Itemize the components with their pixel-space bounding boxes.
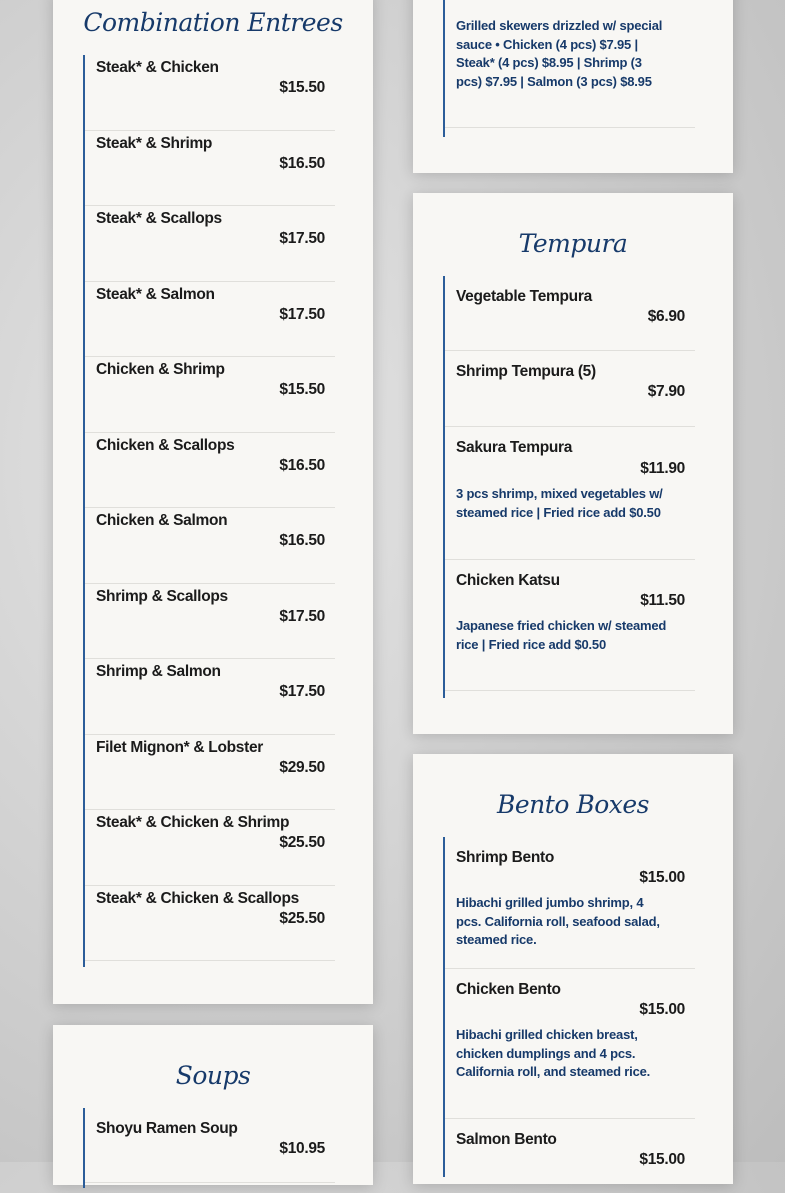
item-description: Grilled skewers drizzled w/ special sauce • Chicken (4 pcs) $7.95 | Steak* (4 pcs) $8.95 | Shrimp (3 pcs) $7.95 | Salmon (3 pcs) $8.95: [456, 18, 663, 89]
bento-boxes-title: Bento Boxes: [497, 790, 649, 819]
item-name: Steak* & Chicken & Scallops: [96, 889, 299, 907]
item-name: Shrimp & Scallops: [96, 587, 228, 605]
item-price: $15.00: [639, 1001, 685, 1018]
combination-items-list: [83, 55, 335, 967]
item-name: Shrimp & Salmon: [96, 663, 221, 680]
menu-item: [85, 357, 335, 433]
soups-title: Soups: [175, 1061, 251, 1090]
bento-boxes-card: [413, 754, 733, 1184]
item-price: $15.50: [279, 381, 325, 398]
item-name: Steak* & Scallops: [96, 210, 222, 227]
skewers-items-list: [443, 0, 695, 137]
item-name: Shrimp Tempura (5): [456, 363, 596, 380]
tempura-items-list: [443, 276, 695, 698]
menu-item: [445, 560, 695, 691]
combination-entrees-title: Combination Entrees: [83, 8, 343, 37]
tempura-title: Tempura: [518, 229, 628, 258]
soups-items-list: [83, 1108, 335, 1188]
item-name: Shrimp Bento: [456, 849, 555, 866]
combination-entrees-card: [53, 0, 373, 1004]
item-price: $16.50: [279, 456, 325, 474]
item-price: $29.50: [279, 758, 325, 776]
item-name: Steak* & Salmon: [96, 285, 215, 303]
item-price: $11.90: [640, 460, 685, 477]
menu-item: [445, 969, 695, 1119]
item-name: Steak* & Shrimp: [96, 134, 213, 152]
menu-item: [85, 1108, 335, 1183]
menu-item: [85, 659, 335, 735]
item-name: Chicken Bento: [456, 981, 561, 998]
menu-item: [85, 131, 335, 207]
item-name: Chicken Katsu: [456, 572, 560, 589]
menu-item: [445, 837, 695, 969]
item-price: $25.50: [279, 834, 325, 851]
item-price: $6.90: [647, 308, 685, 325]
item-name: Shoyu Ramen Soup: [96, 1120, 238, 1137]
item-name: Steak* & Chicken: [96, 59, 219, 76]
item-name: Salmon Bento: [456, 1131, 557, 1148]
item-name: Chicken & Salmon: [96, 512, 228, 529]
menu-item: [85, 735, 335, 811]
item-price: $10.95: [279, 1140, 325, 1157]
item-price: $17.50: [279, 683, 325, 700]
menu-item: [85, 886, 335, 962]
item-price: $15.00: [639, 869, 685, 886]
menu-item: [85, 433, 335, 509]
tempura-card: [413, 193, 733, 734]
menu-item: [85, 55, 335, 131]
soups-card: [53, 1025, 373, 1185]
menu-item: [85, 282, 335, 358]
menu-item: [85, 206, 335, 282]
menu-item: [445, 351, 695, 427]
bento-items-list: [443, 837, 695, 1177]
item-name: Sakura Tempura: [456, 439, 573, 456]
skewers-card: [413, 0, 733, 173]
item-description: Japanese fried chicken w/ steamed rice | Fried rice add $0.50: [456, 618, 667, 652]
item-price: $15.50: [279, 79, 325, 96]
item-name: Steak* & Chicken & Shrimp: [96, 814, 290, 831]
item-name: Vegetable Tempura: [456, 288, 592, 305]
item-description: Hibachi grilled chicken breast, chicken dumplings and 4 pcs. California roll, and steamed rice.: [456, 1027, 651, 1079]
menu-item: [85, 810, 335, 886]
menu-item: [445, 1119, 695, 1193]
menu-item: [85, 584, 335, 660]
item-price: $17.50: [279, 607, 325, 625]
item-price: $17.50: [279, 305, 325, 323]
item-description: Hibachi grilled jumbo shrimp, 4 pcs. California roll, seafood salad, steamed rice.: [456, 895, 660, 947]
menu-item: [445, 276, 695, 351]
item-name: Filet Mignon* & Lobster: [96, 738, 264, 756]
item-price: $15.00: [639, 1151, 685, 1168]
menu-item: [445, 0, 695, 128]
item-name: Chicken & Shrimp: [96, 361, 225, 378]
item-price: $16.50: [279, 154, 325, 172]
menu-item: [85, 508, 335, 584]
item-price: $17.50: [279, 230, 325, 247]
item-name: Chicken & Scallops: [96, 436, 235, 454]
item-price: $7.90: [647, 383, 685, 400]
item-price: $16.50: [279, 532, 325, 549]
menu-item: [445, 427, 695, 560]
item-price: $25.50: [279, 909, 325, 927]
item-price: $11.50: [640, 592, 685, 609]
item-description: 3 pcs shrimp, mixed vegetables w/ steamed rice | Fried rice add $0.50: [456, 486, 663, 520]
